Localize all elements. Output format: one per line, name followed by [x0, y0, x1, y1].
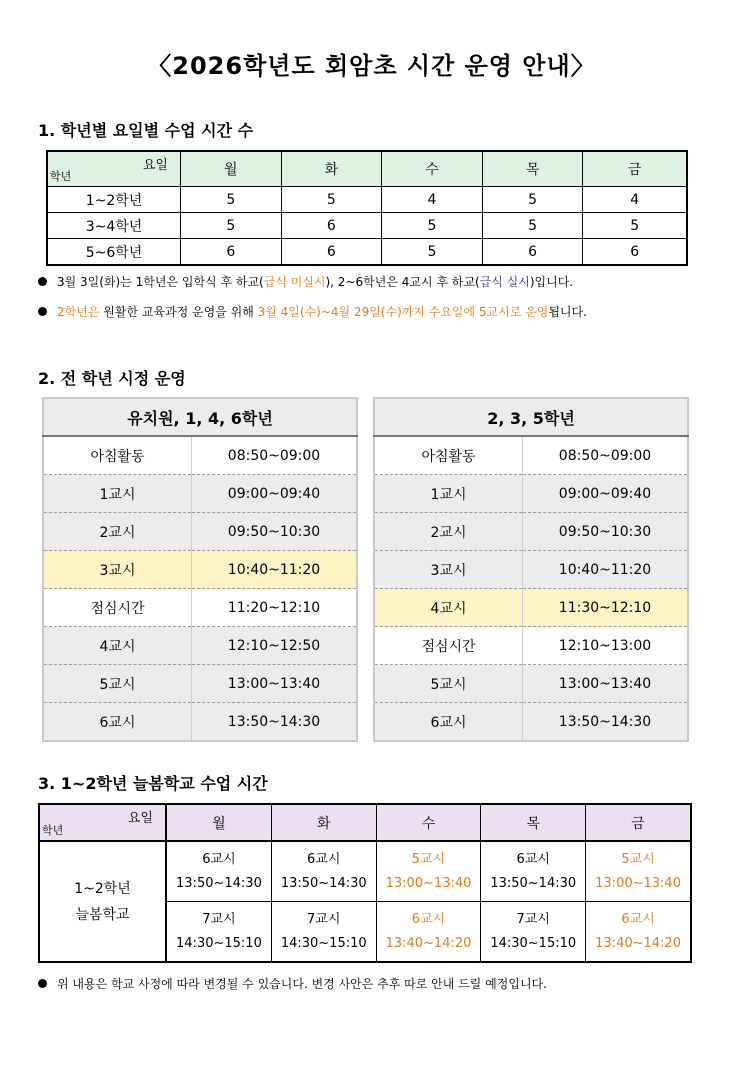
day-header: 금: [583, 151, 687, 187]
session-cell: 5교시 13:00~13:40: [586, 841, 691, 902]
session-cell: 7교시 14:30~15:10: [271, 902, 376, 963]
period-time: 13:50~14:30: [192, 703, 358, 742]
day-header: 화: [281, 151, 382, 187]
period-label: 6교시: [43, 703, 192, 742]
grade-cell: 1~2학년 늘봄학교: [39, 841, 166, 962]
section3-heading: 3. 1~2학년 늘봄학교 수업 시간: [38, 774, 268, 793]
table-row: [374, 627, 688, 665]
table3-corner-cell: [39, 804, 166, 841]
period-label: 3교시: [43, 551, 192, 589]
period-label: 점심시간: [374, 627, 523, 665]
session-cell: 6교시 13:40~14:20: [586, 902, 691, 963]
period-label: 3교시: [374, 551, 523, 589]
day-header: 목: [482, 151, 583, 187]
hours-cell: 5: [181, 213, 282, 239]
hours-cell: 5: [281, 187, 382, 213]
grade-cell: 1~2학년: [47, 187, 181, 213]
table-row: [43, 551, 357, 589]
period-label: 6교시: [374, 703, 523, 742]
period-time: 09:00~09:40: [523, 475, 689, 513]
day-header: 금: [586, 804, 691, 841]
note-first-day: 3월 3일(화)는 1학년은 입학식 후 하교(급식 미실시), 2~6학년은 4교시 후 하교(급식 실시)입니다.: [38, 273, 573, 290]
period-label: 4교시: [374, 589, 523, 627]
table-row: [43, 475, 357, 513]
session-cell: 6교시 13:50~14:30: [271, 841, 376, 902]
period-time: 12:10~12:50: [192, 627, 358, 665]
period-time: 10:40~11:20: [523, 551, 689, 589]
note-grade2-wednesday: 2학년은 원활한 교육과정 운영을 위해 3월 4일(수)~4월 29일(수)까지 수요일에 5교시로 운영됩니다.: [38, 303, 587, 320]
period-label: 4교시: [43, 627, 192, 665]
table-row: [374, 513, 688, 551]
day-header: 목: [481, 804, 586, 841]
table-row: [374, 665, 688, 703]
hours-cell: 5: [181, 187, 282, 213]
schedule-right-header: 2, 3, 5학년: [374, 398, 688, 436]
table1-corner-cell: [47, 151, 181, 187]
day-header: 화: [271, 804, 376, 841]
schedule-table-left: [42, 397, 358, 742]
table-row: [47, 213, 687, 239]
period-time: 13:50~14:30: [523, 703, 689, 742]
period-label: 2교시: [374, 513, 523, 551]
bullet-icon: [38, 307, 47, 316]
table-row: [47, 187, 687, 213]
table-row: [374, 551, 688, 589]
session-cell: 7교시 14:30~15:10: [166, 902, 271, 963]
hours-cell: 4: [382, 187, 483, 213]
session-cell: 6교시 13:40~14:20: [376, 902, 481, 963]
period-time: 11:20~12:10: [192, 589, 358, 627]
session-cell: 6교시 13:50~14:30: [481, 841, 586, 902]
hours-cell: 6: [482, 239, 583, 266]
bullet-icon: [38, 979, 47, 988]
table-row: [374, 703, 688, 742]
corner-day-label: 요일: [142, 158, 168, 173]
bullet-icon: [38, 277, 47, 286]
weekly-hours-table: [46, 150, 688, 266]
session-cell: 6교시 13:50~14:30: [166, 841, 271, 902]
hours-cell: 6: [281, 239, 382, 266]
period-label: 1교시: [374, 475, 523, 513]
grade-cell: 3~4학년: [47, 213, 181, 239]
corner-day-label: 요일: [127, 811, 153, 826]
hours-cell: 5: [382, 213, 483, 239]
day-header: 수: [376, 804, 481, 841]
corner-grade-label: 학년: [50, 170, 72, 183]
table-row: [374, 475, 688, 513]
period-time: 09:00~09:40: [192, 475, 358, 513]
session-cell: 5교시 13:00~13:40: [376, 841, 481, 902]
table-row: [374, 436, 688, 475]
period-time: 12:10~13:00: [523, 627, 689, 665]
period-label: 5교시: [374, 665, 523, 703]
period-time: 13:00~13:40: [523, 665, 689, 703]
table-row: [43, 703, 357, 742]
schedule-left-header: 유치원, 1, 4, 6학년: [43, 398, 357, 436]
period-time: 08:50~09:00: [192, 436, 358, 475]
hours-cell: 5: [583, 213, 687, 239]
footer-note: 위 내용은 학교 사정에 따라 변경될 수 있습니다. 변경 사안은 추후 따로 안내 드릴 예정입니다.: [38, 975, 547, 992]
hours-cell: 5: [482, 213, 583, 239]
period-label: 2교시: [43, 513, 192, 551]
section2-heading: 2. 전 학년 시정 운영: [38, 369, 186, 388]
schedule-table-right: [373, 397, 689, 742]
period-time: 08:50~09:00: [523, 436, 689, 475]
period-time: 10:40~11:20: [192, 551, 358, 589]
table-row: [43, 513, 357, 551]
table-row: [47, 239, 687, 266]
period-label: 1교시: [43, 475, 192, 513]
table-row: [43, 436, 357, 475]
period-time: 11:30~12:10: [523, 589, 689, 627]
hours-cell: 6: [583, 239, 687, 266]
period-label: 점심시간: [43, 589, 192, 627]
corner-grade-label: 학년: [42, 824, 64, 837]
table-row: [39, 841, 691, 902]
period-time: 13:00~13:40: [192, 665, 358, 703]
page-title: 〈2026학년도 회암초 시간 운영 안내〉: [147, 52, 596, 80]
table-row: [43, 589, 357, 627]
table-row: [43, 627, 357, 665]
table-row: [43, 665, 357, 703]
period-time: 09:50~10:30: [192, 513, 358, 551]
table-row: [374, 589, 688, 627]
period-label: 아침활동: [43, 436, 192, 475]
day-header: 월: [166, 804, 271, 841]
hours-cell: 6: [181, 239, 282, 266]
afterschool-table: [38, 803, 692, 963]
period-label: 5교시: [43, 665, 192, 703]
section1-heading: 1. 학년별 요일별 수업 시간 수: [38, 121, 254, 140]
session-cell: 7교시 14:30~15:10: [481, 902, 586, 963]
grade-cell: 5~6학년: [47, 239, 181, 266]
day-header: 월: [181, 151, 282, 187]
hours-cell: 5: [482, 187, 583, 213]
period-label: 아침활동: [374, 436, 523, 475]
hours-cell: 4: [583, 187, 687, 213]
day-header: 수: [382, 151, 483, 187]
hours-cell: 6: [281, 213, 382, 239]
hours-cell: 5: [382, 239, 483, 266]
period-time: 09:50~10:30: [523, 513, 689, 551]
